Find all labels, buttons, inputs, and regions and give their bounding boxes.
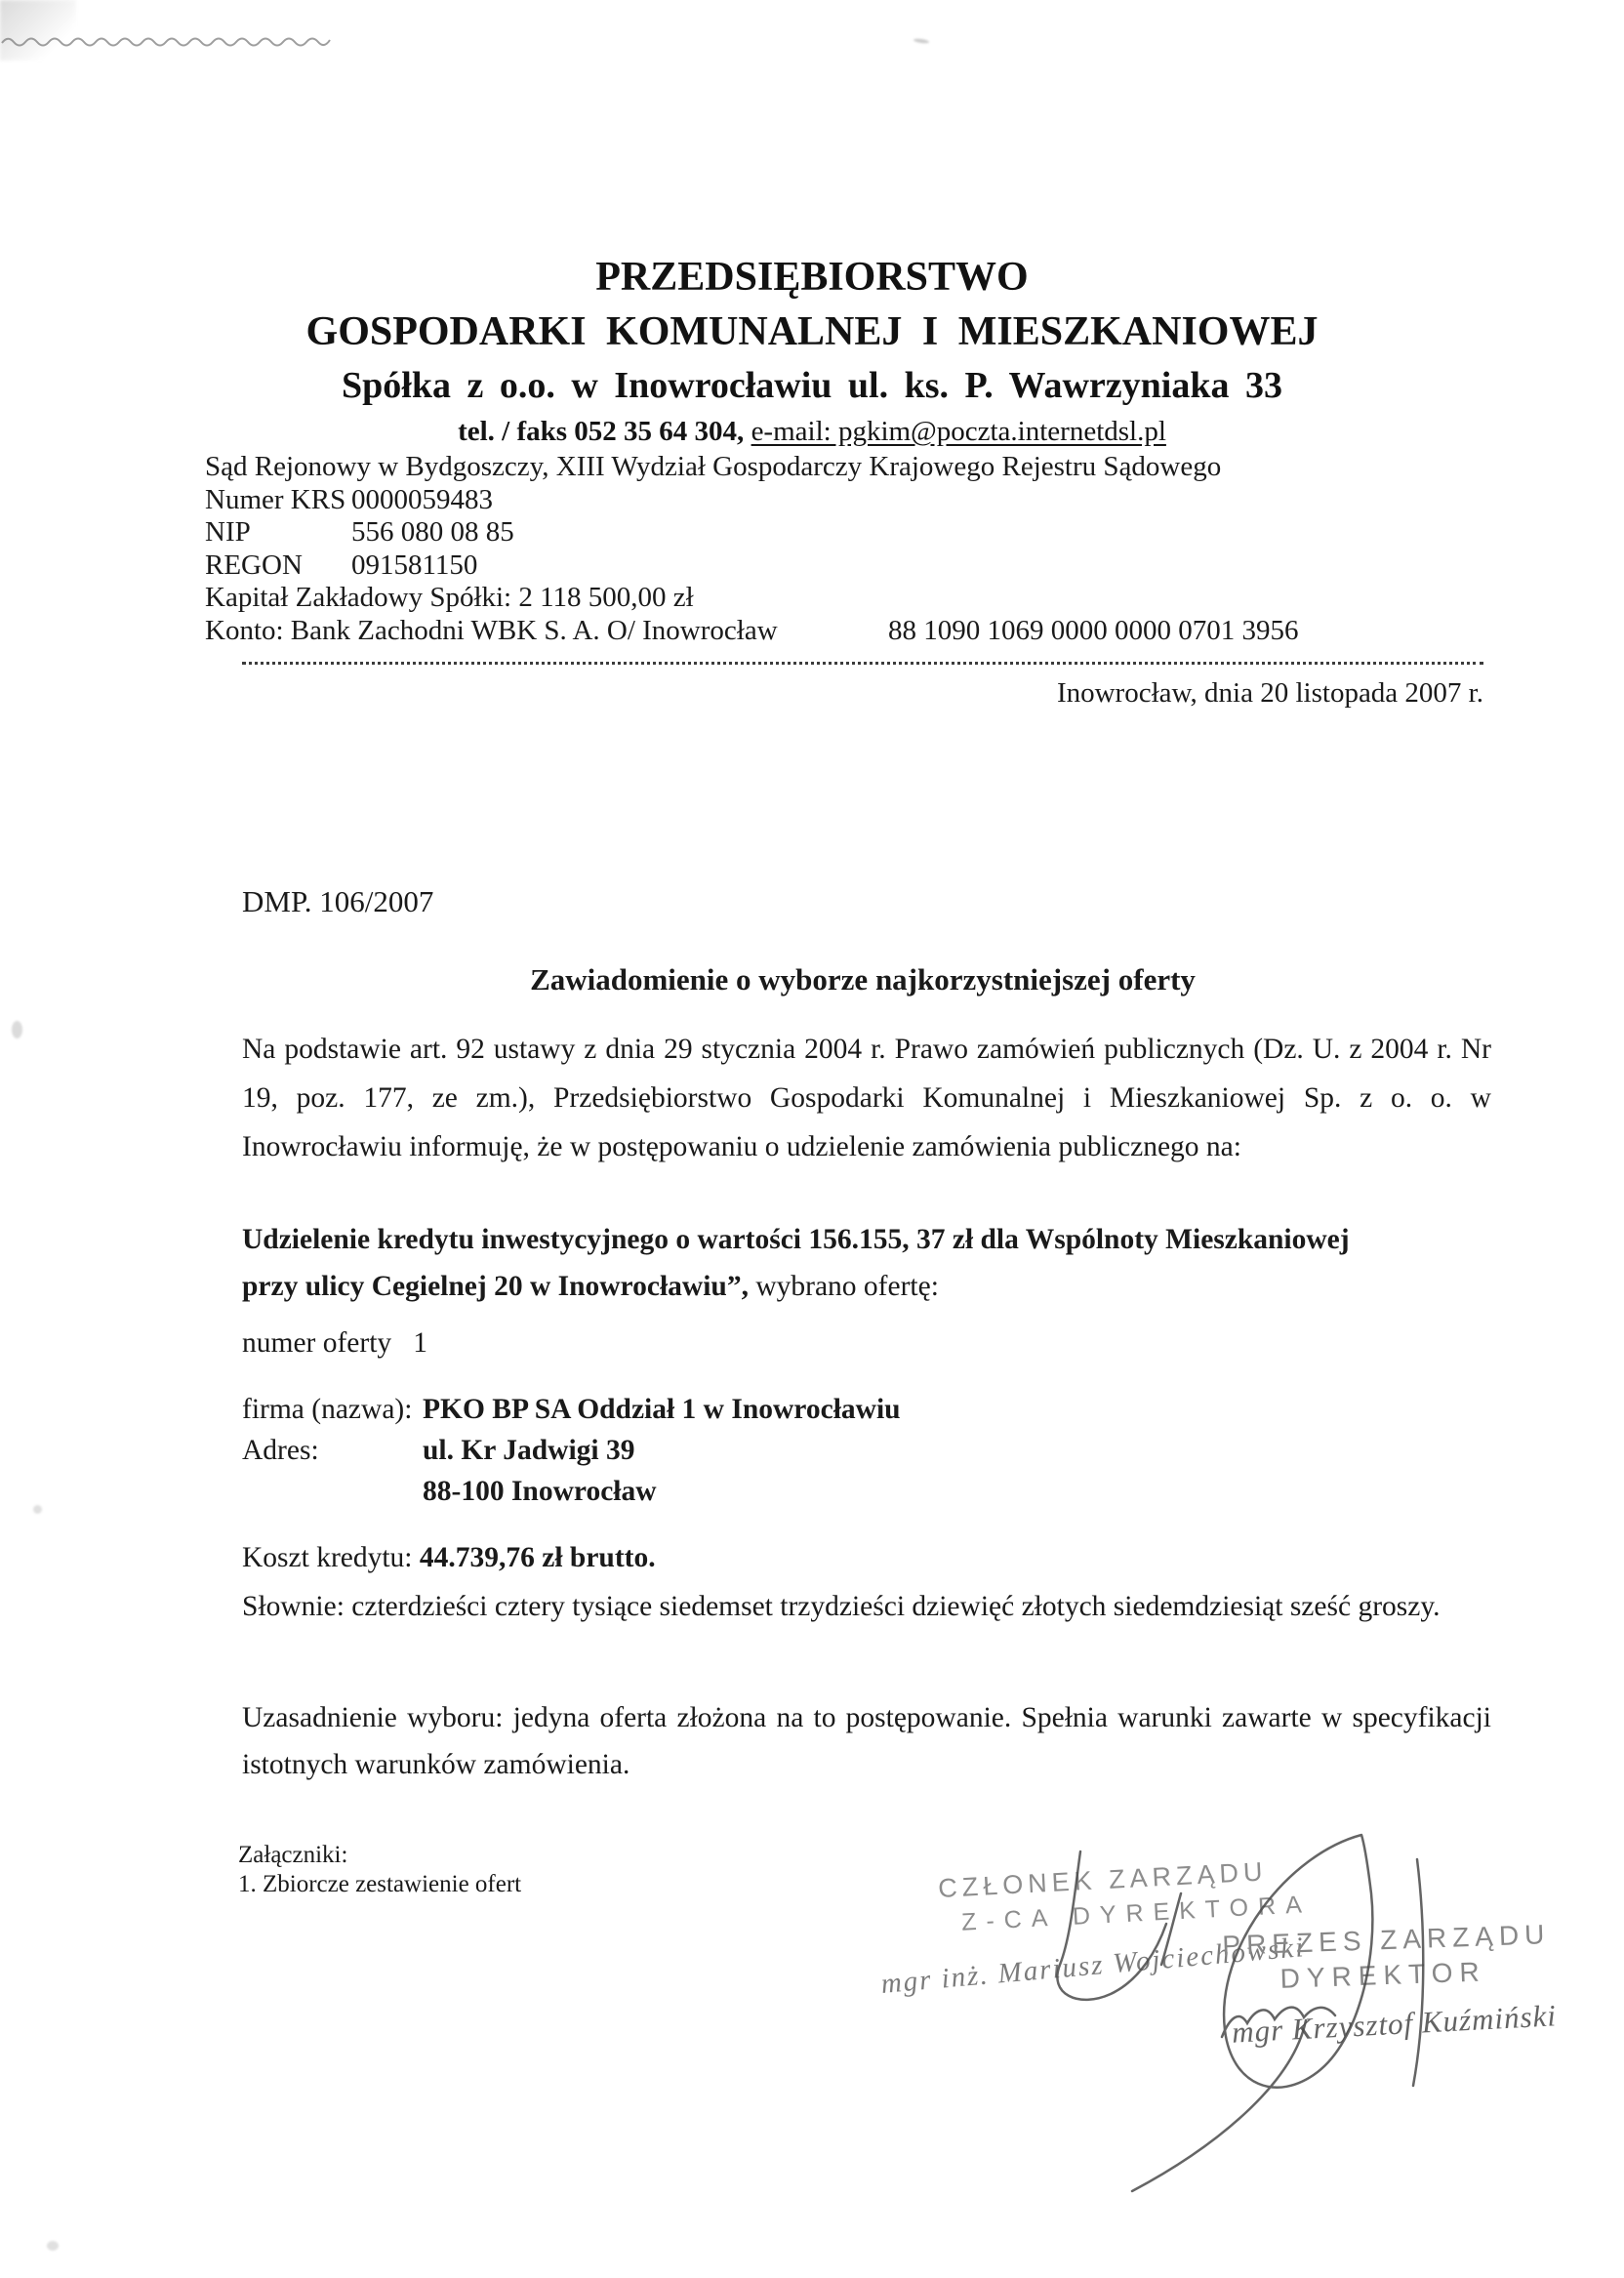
signature-stroke-loop	[1224, 1835, 1372, 2088]
company-name-line1: PRZEDSIĘBIORSTWO	[595, 255, 1029, 300]
stamp-president-subtitle: DYREKTOR	[1279, 1956, 1487, 1994]
address-city: 88-100 Inowrocław	[423, 1476, 657, 1507]
cost-label: Koszt kredytu:	[242, 1542, 420, 1573]
stamp-president-title: PREZES ZARZĄDU	[1221, 1919, 1551, 1961]
signature-stroke-zigzag	[1222, 2008, 1335, 2037]
dotted-separator	[242, 662, 1483, 665]
krs-label: Numer KRS	[205, 483, 346, 515]
scan-speck	[33, 1505, 42, 1514]
reference-number: DMP. 106/2007	[242, 884, 434, 918]
justification-paragraph: Uzasadnienie wyboru: jedyna oferta złożona na to postępowanie. Spełnia warunki zawarte w specyfikacji istotnych warunków zamówienia.	[242, 1702, 1491, 1780]
cost-value: 44.739,76 zł brutto.	[419, 1542, 656, 1573]
notice-title: Zawiadomienie o wyborze najkorzystniejszej oferty	[530, 962, 1196, 997]
signature-stroke-right	[1413, 1859, 1423, 2086]
signature-name-kuzminski: mgr Krzysztof Kuźmiński	[1231, 1998, 1558, 2050]
nip-row	[205, 516, 1464, 549]
krs-row	[205, 484, 1464, 517]
company-address-line: Spółka z o.o. w Inowrocławiu ul. ks. P. Wawrzyniaka 33	[342, 365, 1282, 406]
signature-stroke-1	[1057, 1851, 1166, 2000]
company-name-line2: GOSPODARKI KOMUNALNEJ I MIESZKANIOWEJ	[305, 309, 1319, 354]
address-label: Adres:	[242, 1435, 319, 1466]
account-label: Konto: Bank Zachodni WBK S. A. O/ Inowrocław	[205, 614, 778, 646]
attachment-item: 1. Zbiorcze zestawienie ofert	[238, 1871, 522, 1897]
offer-number-label: numer oferty	[242, 1327, 392, 1359]
attachments-block	[238, 1841, 521, 1899]
letterhead	[0, 250, 1624, 451]
subject-rest-text: wybrano ofertę:	[748, 1271, 939, 1302]
contact-line	[0, 412, 1624, 451]
scan-speck	[47, 2241, 59, 2251]
nip-label: NIP	[205, 516, 251, 548]
phone-fax: tel. / faks 052 35 64 304,	[458, 416, 745, 447]
scan-speck	[914, 38, 929, 44]
nip-value: 556 080 08 85	[351, 516, 514, 548]
cost-in-words-paragraph: Słownie: czterdzieści cztery tysiące siedemset trzydzieści dziewięć złotych siedemdziesiąt sześć groszy.	[242, 1591, 1441, 1622]
regon-label: REGON	[205, 549, 303, 581]
firm-row	[242, 1394, 1491, 1426]
court-line: Sąd Rejonowy w Bydgoszczy, XIII Wydział Gospodarczy Krajowego Rejestru Sądowego	[205, 451, 1222, 482]
registry-info	[205, 451, 1464, 647]
firm-name: PKO BP SA Oddział 1 w Inowrocławiu	[423, 1394, 901, 1425]
address-row	[242, 1435, 1491, 1467]
intro-paragraph: Na podstawie art. 92 ustawy z dnia 29 stycznia 2004 r. Prawo zamówień publicznych (Dz. U. z 2004 r. Nr 19, poz. 177, ze zm.), Przedsiębiorstwo Gospodarki Komunalnej i Mieszkaniowej Sp. z o. o. w Inowrocławiu informuję, że w postępowaniu o udzielenie zamówienia publicznego na:	[242, 1034, 1491, 1162]
cost-row	[242, 1542, 656, 1574]
place-date-line: Inowrocław, dnia 20 listopada 2007 r.	[1056, 677, 1483, 709]
stamp-board-member-title: CZŁONEK ZARZĄDU	[937, 1856, 1269, 1903]
offer-number-value: 1	[413, 1327, 427, 1359]
stamp-board-member-subtitle: Z-CA DYREKTORA	[960, 1891, 1313, 1936]
krs-value: 0000059483	[351, 483, 493, 515]
regon-value: 091581150	[351, 549, 478, 581]
capital-line: Kapitał Zakładowy Spółki: 2 118 500,00 zł	[205, 582, 694, 613]
handwritten-signatures	[878, 1801, 1562, 2220]
scan-squiggle-line	[0, 29, 337, 55]
regon-row	[205, 549, 1464, 583]
firm-label: firma (nazwa):	[242, 1394, 413, 1425]
subject-bold-text: Udzielenie kredytu inwestycyjnego o wartości 156.155, 37 zł dla Wspólnoty Mieszkaniowej przy ulicy Cegielnej 20 w Inowrocławiu”,	[242, 1224, 1350, 1302]
email-address: e-mail: pgkim@poczta.internetdsl.pl	[751, 416, 1166, 447]
account-number: 88 1090 1069 0000 0000 0701 3956	[888, 614, 1299, 646]
offer-number-row	[242, 1327, 427, 1360]
address-street: ul. Kr Jadwigi 39	[423, 1435, 635, 1466]
signature-name-wojciechowski: mgr inż. Mariusz Wojciechowski	[879, 1932, 1307, 2000]
account-row	[205, 615, 1464, 648]
scan-speck	[12, 1021, 22, 1038]
subject-paragraph	[242, 1216, 1364, 1310]
signature-stroke-tail	[1132, 2020, 1306, 2191]
attachments-label: Załączniki:	[238, 1842, 348, 1868]
